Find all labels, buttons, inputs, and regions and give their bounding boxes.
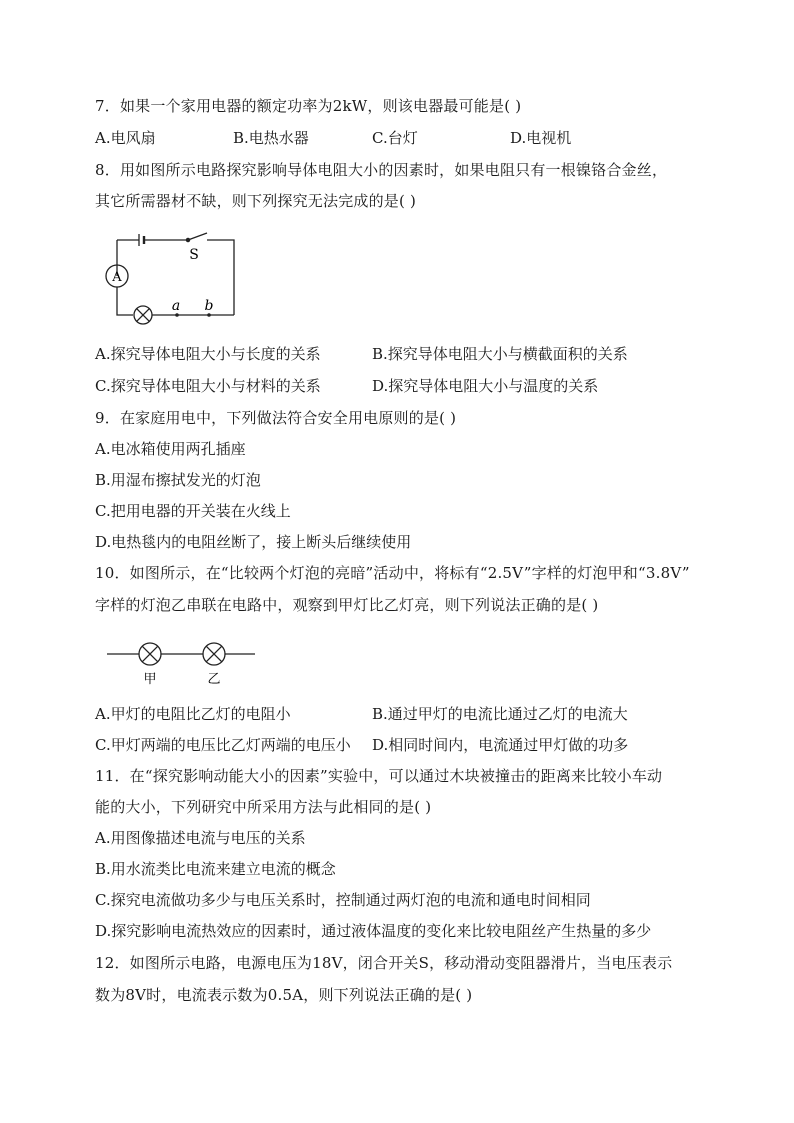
switch-label: S <box>189 247 199 263</box>
question-9-stem: 9．在家庭用电中，下列做法符合安全用电原则的是( ) <box>95 409 457 427</box>
question-11-option-d: D.探究影响电流热效应的因素时，通过液体温度的变化来比较电阻丝产生热量的多少 <box>95 922 652 940</box>
question-12-stem-line-2: 数为8V时，电流表示数为0.5A，则下列说法正确的是( ) <box>95 986 473 1004</box>
question-8-option-d: D.探究导体电阻大小与温度的关系 <box>372 377 599 395</box>
point-b-label: b <box>204 298 214 314</box>
question-10-option-c: C.甲灯两端的电压比乙灯两端的电压小 <box>95 736 351 754</box>
question-9-option-d: D.电热毯内的电阻丝断了，接上断头后继续使用 <box>95 533 412 551</box>
lamp-2-label: 乙 <box>207 672 221 687</box>
question-10-option-b: B.通过甲灯的电流比通过乙灯的电流大 <box>372 705 628 723</box>
question-8-option-b: B.探究导体电阻大小与横截面积的关系 <box>372 345 628 363</box>
ammeter-label: A <box>112 270 122 285</box>
question-8-circuit-diagram <box>95 226 245 328</box>
question-10-series-lamps-diagram <box>105 636 260 688</box>
lamp-1-cross <box>142 646 158 662</box>
question-7-option-b: B.电热水器 <box>233 129 309 147</box>
question-11-option-c: C.探究电流做功多少与电压关系时，控制通过两灯泡的电流和通电时间相同 <box>95 891 591 909</box>
question-8-option-c: C.探究导体电阻大小与材料的关系 <box>95 377 321 395</box>
wire-left-lower <box>117 287 133 315</box>
question-11-option-a: A.用图像描述电流与电压的关系 <box>95 829 306 847</box>
question-7-stem: 7．如果一个家用电器的额定功率为2kW，则该电器最可能是( ) <box>95 97 522 115</box>
question-10-stem-line-1: 10．如图所示，在“比较两个灯泡的亮暗”活动中，将标有“2.5V”字样的灯泡甲和“3.8V” <box>95 564 690 582</box>
question-9-option-a: A.电冰箱使用两孔插座 <box>95 440 246 458</box>
question-8-stem-line-2: 其它所需器材不缺，则下列探究无法完成的是( ) <box>95 192 417 210</box>
lamp-2-cross <box>206 646 222 662</box>
question-11-stem-line-1: 11．在“探究影响动能大小的因素”实验中，可以通过木块被撞击的距离来比较小车动 <box>95 767 663 785</box>
question-7-option-c: C.台灯 <box>372 129 418 147</box>
question-7-option-d: D.电视机 <box>510 129 572 147</box>
point-a-label: a <box>171 298 181 314</box>
question-10-option-a: A.甲灯的电阻比乙灯的电阻小 <box>95 705 291 723</box>
lamp-cross <box>137 309 150 322</box>
question-11-stem-line-2: 能的大小，下列研究中所采用方法与此相同的是( ) <box>95 798 432 816</box>
question-9-option-b: B.用湿布擦拭发光的灯泡 <box>95 471 261 489</box>
question-7-option-a: A.电风扇 <box>95 129 156 147</box>
question-8-option-a: A.探究导体电阻大小与长度的关系 <box>95 345 321 363</box>
question-10-option-d: D.相同时间内，电流通过甲灯做的功多 <box>372 736 629 754</box>
question-11-option-b: B.用水流类比电流来建立电流的概念 <box>95 860 336 878</box>
question-9-option-c: C.把用电器的开关装在火线上 <box>95 502 291 520</box>
lamp-1-label: 甲 <box>143 672 157 687</box>
switch-blade <box>188 233 207 240</box>
question-12-stem-line-1: 12．如图所示电路，电源电压为18V，闭合开关S，移动滑动变阻器滑片，当电压表示 <box>95 954 673 972</box>
question-10-stem-line-2: 字样的灯泡乙串联在电路中，观察到甲灯比乙灯亮，则下列说法正确的是( ) <box>95 596 599 614</box>
question-8-stem-line-1: 8．用如图所示电路探究影响导体电阻大小的因素时，如果电阻只有一根镍铬合金丝， <box>95 161 668 179</box>
